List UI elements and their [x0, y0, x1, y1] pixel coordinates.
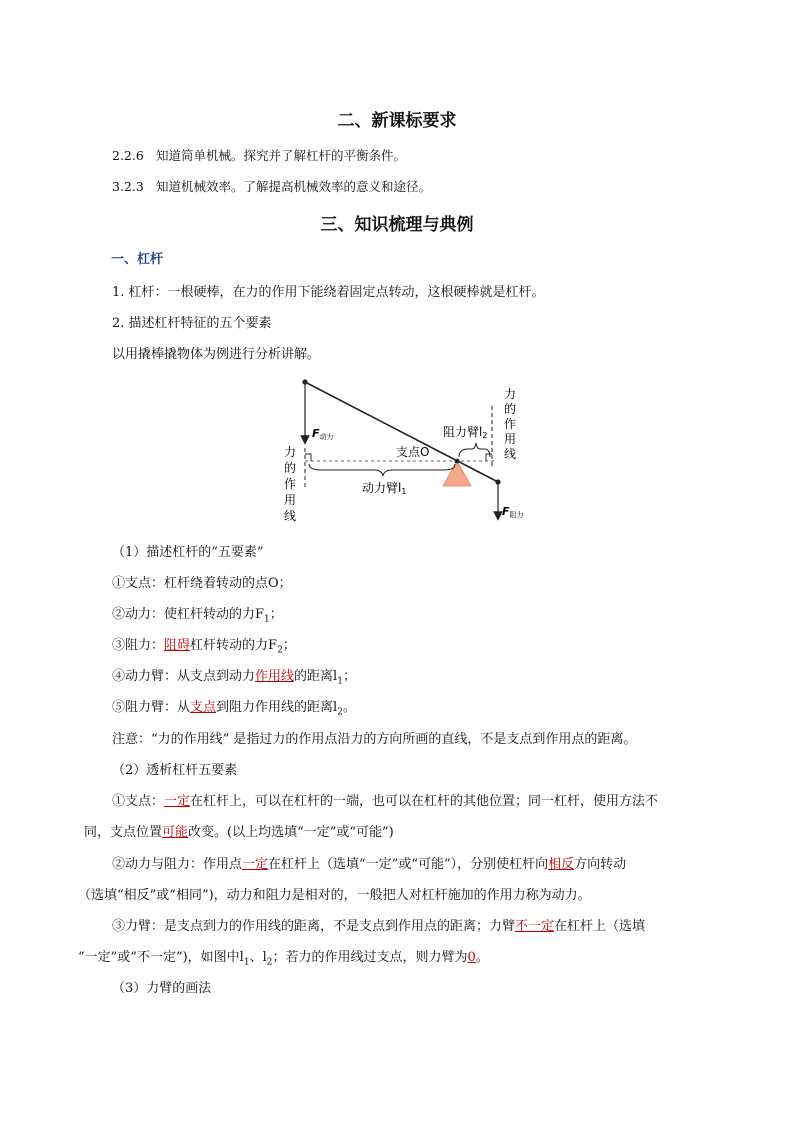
note-line-of-action: 注意：“力的作用线” 是指过力的作用点沿力的方向所画的直线，不是支点到作用点的距离。	[112, 732, 637, 747]
heading-knowledge: 三、知识梳理与典例	[320, 215, 474, 235]
svg-text:线: 线	[284, 509, 297, 523]
svg-text:用: 用	[504, 432, 517, 446]
standard-text: 知道机械效率。了解提高机械效率的意义和途径。	[155, 179, 431, 194]
line-of-action-label-left	[284, 444, 296, 523]
analysis-arm-line2: “一定”或“不一定”)，如图中$l_1$、$l_2$；若力的作用线过支点，则力臂为0。	[78, 950, 489, 968]
analysis-fulcrum-line2: 同，支点位置可能改变。(以上均选填“一定”或“可能”)	[84, 825, 394, 840]
answer-blank: 一定	[242, 857, 269, 872]
analysis-forces-line2: （选填“相反”或“相同”)，动力和阻力是相对的，一般把人对杠杆施加的作用力称为动力。	[78, 888, 591, 903]
svg-text:的: 的	[504, 402, 517, 416]
svg-text:作: 作	[284, 477, 297, 491]
line-of-action-label-right	[504, 386, 516, 461]
svg-text:力: 力	[284, 445, 297, 459]
svg-text:用: 用	[284, 493, 297, 507]
section-lever-title: 一、杠杆	[111, 252, 164, 267]
effort-force-label: F动力	[312, 427, 334, 441]
svg-text:的: 的	[284, 461, 297, 475]
answer-blank: 作用线	[255, 669, 295, 684]
standard-text: 知道简单机械。探究并了解杠杆的平衡条件。	[155, 148, 406, 163]
answer-blank: 一定	[164, 794, 191, 809]
right-angle-mark	[486, 454, 492, 461]
svg-text:线: 线	[504, 447, 517, 461]
element-effort-arm: ④动力臂：从支点到动力作用线的距离$l_1$；	[112, 669, 356, 687]
subsection-arm-drawing: （3）力臂的画法	[112, 981, 212, 996]
lever-diagram	[278, 370, 538, 528]
heading-new-curriculum: 二、新课标要求	[337, 111, 457, 131]
standard-item	[112, 177, 431, 195]
element-load: ③阻力：阻碍杠杆转动的力$F_2$；	[112, 638, 296, 656]
subsection-analysis: （2）透析杠杆五要素	[112, 763, 238, 778]
analysis-fulcrum-line1: ①支点：一定在杠杆上，可以在杠杆的一端，也可以在杠杆的其他位置；同一杠杆，使用方法不	[112, 794, 659, 809]
analysis-arm-line1: ③力臂：是支点到力的作用线的距离，不是支点到作用点的距离；力臂不一定在杠杆上（选填	[112, 919, 646, 934]
effort-arm-label: 动力臂l1	[362, 481, 407, 496]
fulcrum-triangle	[443, 461, 471, 486]
standard-code: 2.2.6	[112, 148, 144, 163]
paragraph-example-intro: 以用撬棒撬物体为例进行分析讲解。	[112, 347, 321, 362]
fulcrum-label: 支点O	[396, 445, 430, 459]
answer-blank: 不一定	[515, 919, 555, 934]
answer-blank: 阻碍	[164, 638, 191, 653]
load-arm-brace	[459, 443, 490, 457]
answer-blank: 可能	[162, 825, 189, 840]
standard-item	[112, 146, 406, 164]
right-angle-mark	[305, 454, 311, 461]
element-fulcrum: ①支点：杠杆绕着转动的点O；	[112, 576, 292, 591]
svg-text:作: 作	[504, 417, 517, 431]
paragraph-five-elements: 2. 描述杠杆特征的五个要素	[112, 316, 272, 331]
svg-text:力: 力	[504, 387, 517, 401]
load-force-label: F阻力	[502, 505, 524, 519]
element-effort: ②动力：使杠杆转动的力$F_1$；	[112, 607, 283, 625]
load-arm-label: 阻力臂l2	[443, 425, 488, 440]
answer-blank: 支点	[190, 700, 217, 715]
standard-code: 3.2.3	[112, 179, 144, 194]
effort-arm-brace	[309, 464, 455, 476]
answer-blank: 0	[467, 950, 476, 965]
paragraph-lever-definition: 1. 杠杆：一根硬棒，在力的作用下能绕着固定点转动，这根硬棒就是杠杆。	[112, 285, 545, 300]
analysis-forces-line1: ②动力与阻力：作用点一定在杠杆上（选填“一定”或“可能”），分别使杠杆向相反方向转动	[112, 857, 627, 872]
subsection-five-elements: （1）描述杠杆的“五要素”	[112, 545, 264, 560]
fulcrum-point	[455, 459, 460, 464]
element-load-arm: ⑤阻力臂：从支点到阻力作用线的距离$l_2$。	[112, 700, 356, 718]
answer-blank: 相反	[548, 857, 575, 872]
